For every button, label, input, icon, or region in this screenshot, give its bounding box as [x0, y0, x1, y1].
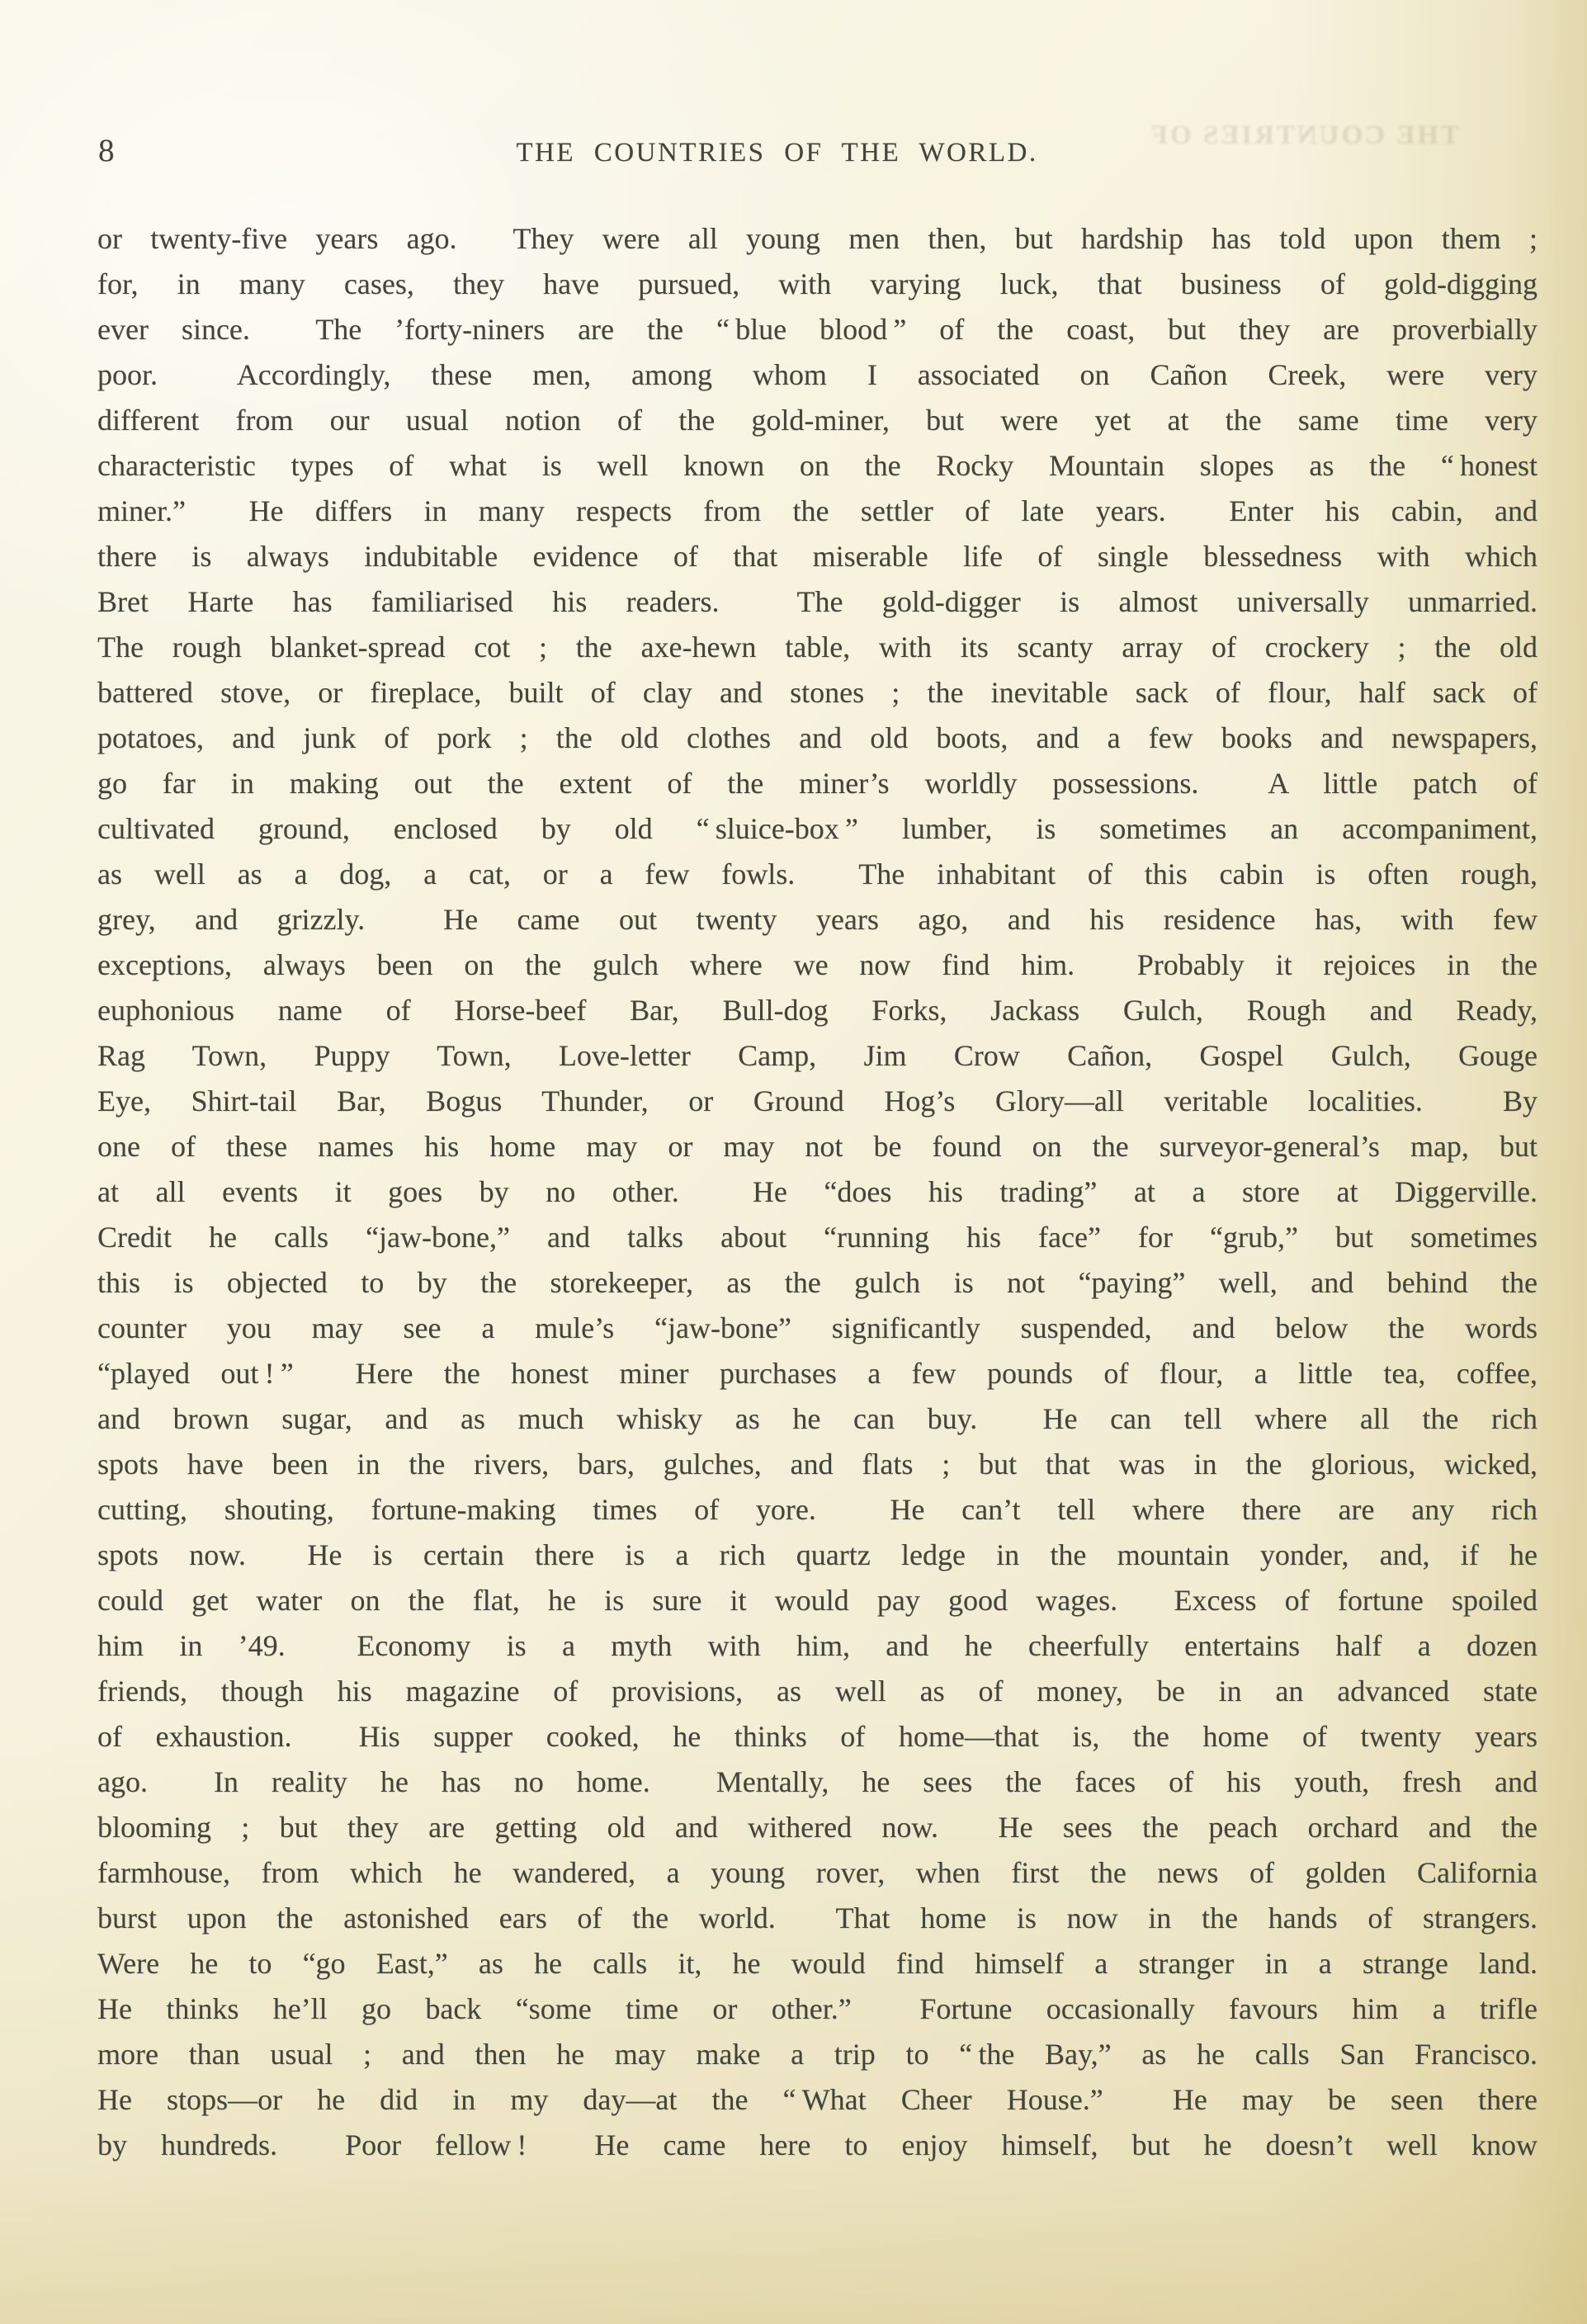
body-text-line: could get water on the flat, he is sure it would pay good wages. Excess of fortune spoiled	[97, 1584, 1537, 1617]
body-text-line: by hundreds. Poor fellow ! He came here to enjoy himself, but he doesn’t well know	[97, 2128, 1537, 2161]
body-text	[97, 216, 1537, 2168]
body-text-line: counter you may see a mule’s “jaw-bone” significantly suspended, and below the words	[97, 1311, 1537, 1344]
body-text-line: one of these names his home may or may not be found on the surveyor-general’s map, but	[97, 1130, 1537, 1163]
body-text-line: characteristic types of what is well known on the Rocky Mountain slopes as the “ honest	[97, 449, 1537, 482]
body-text-line: burst upon the astonished ears of the world. That home is now in the hands of strangers.	[97, 1901, 1537, 1934]
body-text-line: cultivated ground, enclosed by old “ sluice-box ” lumber, is sometimes an accompaniment,	[97, 812, 1537, 845]
body-text-line: battered stove, or fireplace, built of clay and stones ; the inevitable sack of flour, half sack of	[97, 676, 1537, 709]
body-text-line: friends, though his magazine of provisions, as well as of money, be in an advanced state	[97, 1675, 1537, 1708]
bleed-through-text: THE COUNTRIES OF	[1148, 120, 1460, 150]
body-text-line: Were he to “go East,” as he calls it, he would find himself a stranger in a strange land.	[97, 1947, 1537, 1980]
body-text-line: miner.” He differs in many respects from the settler of late years. Enter his cabin, and	[97, 494, 1537, 527]
body-text-line: ever since. The ’forty-niners are the “ blue blood ” of the coast, but they are proverbially	[97, 313, 1537, 346]
body-text-line: “played out ! ” Here the honest miner purchases a few pounds of flour, a little tea, coffee,	[97, 1357, 1537, 1390]
body-text-line: Rag Town, Puppy Town, Love-letter Camp, Jim Crow Cañon, Gospel Gulch, Gouge	[97, 1039, 1537, 1072]
running-header-title: THE COUNTRIES OF THE WORLD.	[516, 138, 1038, 168]
body-text-line: and brown sugar, and as much whisky as he can buy. He can tell where all the rich	[97, 1402, 1537, 1435]
body-text-line: He stops—or he did in my day—at the “ What Cheer House.” He may be seen there	[97, 2083, 1537, 2116]
body-text-line: Credit he calls “jaw-bone,” and talks about “running his face” for “grub,” but sometimes	[97, 1221, 1537, 1254]
body-text-line: different from our usual notion of the gold-miner, but were yet at the same time very	[97, 404, 1537, 437]
body-text-line: exceptions, always been on the gulch where we now find him. Probably it rejoices in the	[97, 948, 1537, 981]
body-text-line: as well as a dog, a cat, or a few fowls. The inhabitant of this cabin is often rough,	[97, 857, 1537, 890]
body-text-line: He thinks he’ll go back “some time or other.” Fortune occasionally favours him a trifle	[97, 1992, 1537, 2025]
body-text-line: at all events it goes by no other. He “does his trading” at a store at Diggerville.	[97, 1175, 1537, 1208]
body-text-line: more than usual ; and then he may make a trip to “ the Bay,” as he calls San Francisco.	[97, 2038, 1537, 2071]
body-text-line: there is always indubitable evidence of that miserable life of single blessedness with which	[97, 540, 1537, 573]
body-text-line: him in ’49. Economy is a myth with him, and he cheerfully entertains half a dozen	[97, 1629, 1537, 1662]
body-text-line: of exhaustion. His supper cooked, he thinks of home—that is, the home of twenty years	[97, 1720, 1537, 1753]
body-text-line: go far in making out the extent of the miner’s worldly possessions. A little patch of	[97, 767, 1537, 800]
page-number: 8	[98, 133, 116, 168]
body-text-line: farmhouse, from which he wandered, a young rover, when first the news of golden California	[97, 1856, 1537, 1889]
body-text-line: ago. In reality he has no home. Mentally, he sees the faces of his youth, fresh and	[97, 1765, 1537, 1798]
body-text-line: poor. Accordingly, these men, among whom I associated on Cañon Creek, were very	[97, 358, 1537, 391]
body-text-line: or twenty-five years ago. They were all young men then, but hardship has told upon them ;	[97, 222, 1537, 255]
body-text-line: blooming ; but they are getting old and withered now. He sees the peach orchard and the	[97, 1811, 1537, 1844]
body-text-line: for, in many cases, they have pursued, with varying luck, that business of gold-digging	[97, 267, 1537, 300]
body-text-line: Bret Harte has familiarised his readers. The gold-digger is almost universally unmarried.	[97, 585, 1537, 618]
body-text-line: grey, and grizzly. He came out twenty years ago, and his residence has, with few	[97, 903, 1537, 936]
body-text-line: this is objected to by the storekeeper, as the gulch is not “paying” well, and behind the	[97, 1266, 1537, 1299]
body-text-line: spots have been in the rivers, bars, gulches, and flats ; but that was in the glorious, wicked,	[97, 1448, 1537, 1481]
body-text-line: The rough blanket-spread cot ; the axe-hewn table, with its scanty array of crockery ; the old	[97, 631, 1537, 664]
body-text-line: cutting, shouting, fortune-making times of yore. He can’t tell where there are any rich	[97, 1493, 1537, 1526]
body-text-line: potatoes, and junk of pork ; the old clothes and old boots, and a few books and newspapers,	[97, 721, 1537, 754]
body-text-line: Eye, Shirt-tail Bar, Bogus Thunder, or Ground Hog’s Glory—all veritable localities. By	[97, 1084, 1537, 1117]
body-text-line: euphonious name of Horse-beef Bar, Bull-dog Forks, Jackass Gulch, Rough and Ready,	[97, 994, 1537, 1027]
body-text-line: spots now. He is certain there is a rich quartz ledge in the mountain yonder, and, if he	[97, 1538, 1537, 1571]
